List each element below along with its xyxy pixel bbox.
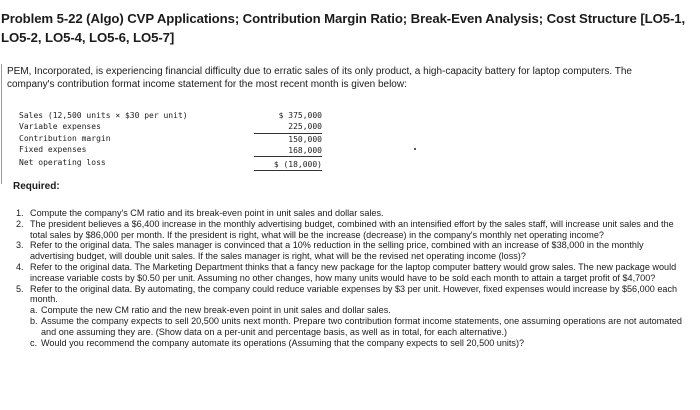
stray-dot [414, 148, 416, 150]
question-item [16, 284, 684, 306]
problem-title: Problem 5-22 (Algo) CVP Applications; Contribution Margin Ratio; Break-Even Analysis; Cost Structure [LO5-1, LO5-2, LO5-4, LO5-6, LO5-7] [1, 11, 686, 45]
question-item [16, 208, 684, 219]
question-text: Refer to the original data. The sales manager is convinced that a 10% reduction in the selling price, combined with an increase of $38,000 in the monthly advertising budget, will double unit sales. If the sales manager is right, what will be the revised net operating income (loss)? [30, 240, 644, 262]
subquestion-letter: a. [30, 305, 38, 316]
question-number: 4. [16, 261, 24, 272]
subquestion-item [30, 338, 684, 349]
statement-value-total: $ (18,000) [254, 159, 322, 171]
problem-intro: PEM, Incorporated, is experiencing financial difficulty due to erratic sales of its only product, a high-capacity battery for laptop computers. The company's contribution format income statement for the most recent month is given below: [7, 66, 632, 90]
income-statement-labels [19, 110, 249, 168]
statement-label: Contribution margin [19, 133, 111, 143]
question-number: 2. [16, 218, 24, 229]
statement-value: $ 375,000 [278, 111, 322, 120]
subquestion-item [30, 305, 684, 316]
question-text: The president believes a $6,400 increase in the monthly advertising budget, combined with an intensified effort by the sales staff, will increase unit sales and the total sales by $86,000 per month. If the president is right, what will be the increase (decrease) in the company's monthly net operating income? [30, 218, 674, 240]
statement-value: 150,000 [288, 134, 322, 144]
subquestion-item [30, 316, 684, 338]
question-number: 1. [16, 208, 24, 218]
question-item [16, 219, 684, 241]
question-number: 3. [16, 240, 24, 251]
income-statement-values [254, 110, 322, 171]
question-text: Compute the company's CM ratio and its break-even point in unit sales and dollar sales. [30, 208, 384, 218]
statement-label: Fixed expenses [19, 144, 87, 154]
question-number: 5. [16, 283, 24, 294]
question-text: Refer to the original data. The Marketing Department thinks that a fancy new package for the laptop computer battery would grow sales. The new package would increase variable costs by $0.50 per unit. Assuming no other changes, how many units would have to be sold each month to attain a target profit of $4,700? [30, 261, 677, 283]
left-border [1, 64, 2, 184]
question-text: Refer to the original data. By automating, the company could reduce variable expenses by $3 per unit. However, fixed expenses would increase by $56,000 each month. [30, 283, 678, 305]
statement-value: 168,000 [254, 145, 322, 157]
subquestion-letter: b. [30, 315, 38, 326]
subquestion-text: Compute the new CM ratio and the new break-even point in unit sales and dollar sales. [41, 305, 391, 316]
question-item [16, 240, 684, 262]
statement-label: Net operating loss [19, 158, 106, 168]
subquestion-text: Assume the company expects to sell 20,500 units next month. Prepare two contribution format income statements, one assuming operations are not automated and one assuming they are. (Show data on a per-unit and percentage basis, as well as in total, for each alternative.) [41, 315, 682, 337]
statement-value: 225,000 [254, 121, 322, 133]
statement-label: Variable expenses [19, 122, 101, 132]
question-list [16, 208, 684, 348]
subquestion-text: Would you recommend the company automate its operations (Assuming that the company expects to sell 20,500 units)? [41, 337, 525, 348]
subquestion-letter: c. [30, 337, 38, 348]
statement-label: Sales (12,500 units × $30 per unit) [19, 111, 188, 120]
required-heading: Required: [13, 181, 60, 192]
question-item [16, 262, 684, 284]
